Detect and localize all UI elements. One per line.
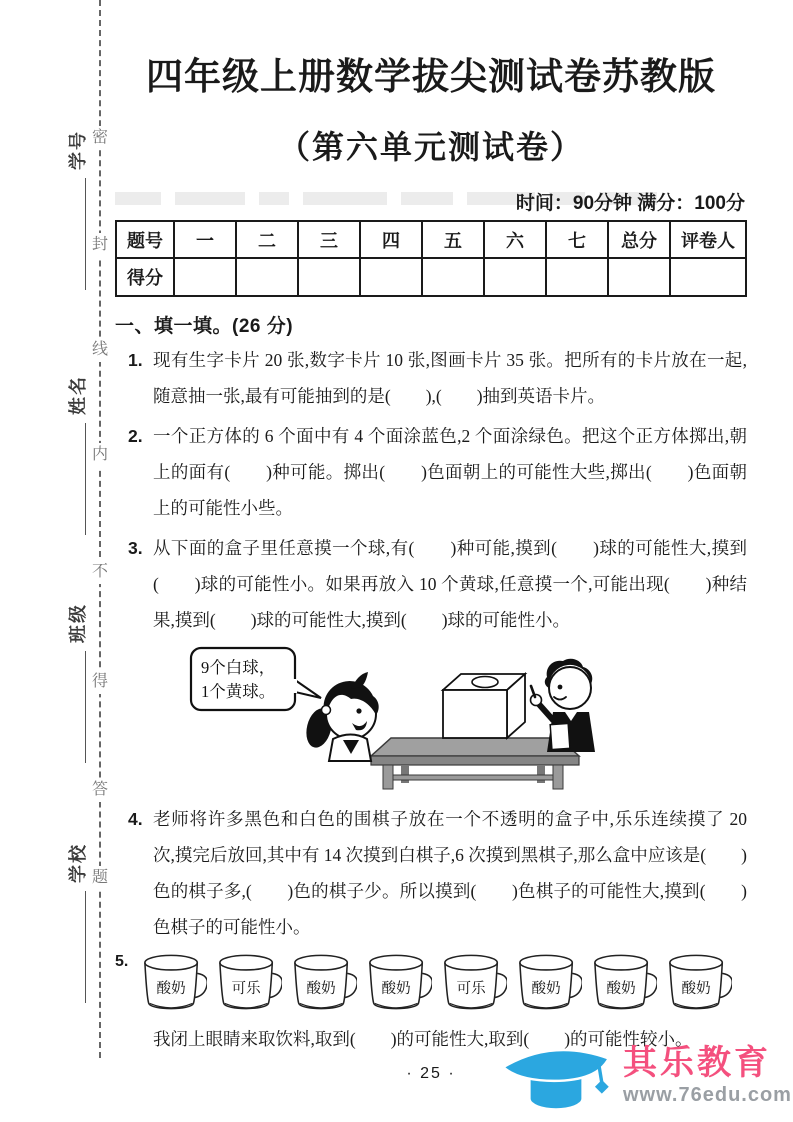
cup-label: 酸奶 <box>606 980 636 997</box>
seal-char: 得 <box>89 670 111 694</box>
score-table-header-row <box>116 221 746 258</box>
header-cell-question-no: 题号 <box>116 221 174 258</box>
question-3-illustration <box>185 642 747 797</box>
class-field <box>64 583 90 763</box>
seal-char: 线 <box>89 338 111 362</box>
girl-figure <box>303 672 379 761</box>
page-number: · 25 · <box>406 1065 456 1082</box>
question-4 <box>115 801 747 945</box>
question-text: 老师将许多黑色和白色的围棋子放在一个不透明的盒子中,乐乐连续摸了 20 次,摸完后放回,其中有 14 次摸到白棋子,6 次摸到黑棋子,那么盒中应该是( )色的棋子多,( )色的棋子少。所以摸到( )色棋子的可能性大,摸到( )色棋子的可能性小。 <box>153 809 747 937</box>
score-cell <box>298 258 360 296</box>
cup-yogurt-7 <box>591 953 657 1017</box>
seal-char: 题 <box>89 866 111 890</box>
ball-box <box>443 674 525 738</box>
score-row <box>116 258 746 296</box>
question-number: 5. <box>115 953 129 970</box>
score-row-label: 得分 <box>116 258 174 296</box>
box-hole <box>472 677 498 688</box>
gray-desk <box>371 738 579 789</box>
score-cell <box>236 258 298 296</box>
speech-bubble <box>191 648 321 710</box>
brand-name: 其乐教育 <box>623 1044 771 1083</box>
question-number: 3. <box>128 538 143 558</box>
paper-subtitle: （第六单元测试卷） <box>277 129 584 165</box>
school-blank-line <box>69 891 86 1003</box>
school-field <box>64 823 90 1003</box>
question-text: 一个正方体的 6 个面中有 4 个面涂蓝色,2 个面涂绿色。把这个正方体掷出,朝上的面有( )种可能。掷出( )色面朝上的可能性大些,掷出( )色面朝上的可能性小些。 <box>153 426 747 518</box>
question-number: 2. <box>128 426 143 446</box>
cup-yogurt-6 <box>516 953 582 1017</box>
seal-char: 封 <box>89 233 111 257</box>
name-label: 姓名 <box>68 375 88 415</box>
cup-cola-2 <box>216 953 282 1017</box>
score-cell <box>484 258 546 296</box>
question-1 <box>115 342 747 414</box>
seal-char: 密 <box>89 126 111 150</box>
seal-dashed-line <box>99 0 101 1058</box>
header-cell: 七 <box>546 221 608 258</box>
cup-yogurt-8 <box>666 953 732 1017</box>
ball-box-scene <box>185 642 615 792</box>
bubble-line-1: 9个白球， <box>201 658 276 677</box>
student-id-field <box>64 110 90 290</box>
question-5-text: 我闭上眼睛来取饮料,取到( )的可能性大,取到( )的可能性较小。 <box>153 1029 693 1049</box>
cup-cola-5 <box>441 953 507 1017</box>
score-cell <box>174 258 236 296</box>
graduation-cap-icon <box>497 1036 615 1116</box>
time-and-score-info: 时间：90分钟 满分：100分 <box>515 193 745 214</box>
score-table <box>115 220 747 297</box>
name-blank-line <box>69 423 86 535</box>
cup-label: 可乐 <box>231 980 261 997</box>
question-text: 现有生字卡片 20 张,数字卡片 10 张,图画卡片 35 张。把所有的卡片放在一起,随意抽一张,最有可能抽到的是( ),( )抽到英语卡片。 <box>153 350 747 406</box>
class-label: 班级 <box>68 603 88 643</box>
paper-content <box>115 0 747 1083</box>
cup-label: 酸奶 <box>531 980 561 997</box>
cup-yogurt-1 <box>141 953 207 1017</box>
question-3 <box>115 530 747 638</box>
cup-yogurt-4 <box>366 953 432 1017</box>
logo-text-block <box>623 1046 792 1106</box>
name-field <box>64 355 90 535</box>
header-cell: 四 <box>360 221 422 258</box>
question-2 <box>115 418 747 526</box>
header-cell: 三 <box>298 221 360 258</box>
score-cell <box>608 258 670 296</box>
header-cell-grader: 评卷人 <box>670 221 746 258</box>
bubble-line-2: 1个黄球。 <box>201 682 276 701</box>
paper-title: 四年级上册数学拔尖测试卷苏教版 <box>146 56 716 97</box>
question-text: 从下面的盒子里任意摸一个球,有( )种可能,摸到( )球的可能性大,摸到( )球的可能性小。如果再放入 10 个黄球,任意摸一个,可能出现( )种结果,摸到( )球的可能性大,摸到( )球的可能性小。 <box>153 538 747 630</box>
class-blank-line <box>69 651 86 763</box>
score-cell <box>360 258 422 296</box>
header-cell: 一 <box>174 221 236 258</box>
header-cell: 五 <box>422 221 484 258</box>
seal-char: 不 <box>89 560 111 584</box>
meta-row <box>115 188 747 214</box>
score-cell <box>422 258 484 296</box>
seal-char: 答 <box>89 778 111 802</box>
publisher-logo <box>497 1036 792 1116</box>
seal-char: 内 <box>89 443 111 467</box>
student-id-label: 学号 <box>68 130 88 170</box>
score-cell <box>670 258 746 296</box>
question-5-cups <box>115 953 747 1017</box>
cup-label: 可乐 <box>456 980 486 997</box>
student-id-blank-line <box>69 178 86 290</box>
question-number: 4. <box>128 809 143 829</box>
brand-url: www.76edu.com <box>623 1083 792 1106</box>
section-heading: 一、填一填。(26 分) <box>115 316 294 337</box>
school-label: 学校 <box>68 843 88 883</box>
cup-yogurt-3 <box>291 953 357 1017</box>
header-cell: 六 <box>484 221 546 258</box>
cup-label: 酸奶 <box>681 980 711 997</box>
header-cell-total: 总分 <box>608 221 670 258</box>
score-cell <box>546 258 608 296</box>
cup-label: 酸奶 <box>381 980 411 997</box>
cup-label: 酸奶 <box>156 980 186 997</box>
header-cell: 二 <box>236 221 298 258</box>
question-number: 1. <box>128 350 143 370</box>
cup-label: 酸奶 <box>306 980 336 997</box>
